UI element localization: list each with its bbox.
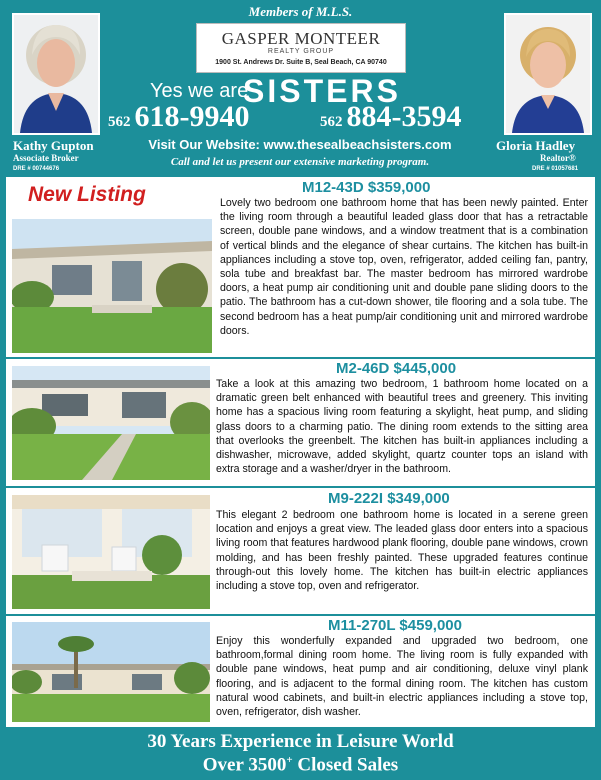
mls-membership: Members of M.L.S. — [248, 4, 353, 19]
patio-photo-3 — [12, 495, 210, 609]
listing-heading-4: M11-270L $459,000 — [328, 617, 462, 634]
phone-right-area: 562 — [320, 114, 343, 130]
listing-photo-2 — [12, 366, 210, 480]
header — [0, 0, 601, 178]
footer-sales — [0, 754, 601, 776]
listing-card-3 — [6, 488, 595, 614]
listing-description-2: Take a look at this amazing two bedroom, 1 bathroom home located on a dramatic green belt enhanced with beautiful trees and greenery. This inviting home has a spacious living room featuring a skylight, heat pump, and sliding glass doors to a charming patio. The dining room extends to the sitting area that overlooks the greenbelt. The kitchen has built-in appliances including a dishwasher, microwave, added skylight, quartz counter tops an island with extra storage and a washer/dryer in the bathroom. — [216, 378, 588, 476]
listing-card-4 — [6, 616, 595, 727]
new-listing-label: New Listing — [28, 183, 146, 206]
listing-description-3: This elegant 2 bedroom one bathroom home is located in a serene green location and enjoys a great view. The leaded glass door enters into a spacious living room that features hardwood plank flooring, double pane windows, crown molding, and has been freshly painted. These upgraded features continue through-out this lovely home. The kitchen has built-in electric appliances including a stove top, oven and refrigerator. — [216, 509, 588, 593]
agent-title-right: Realtor® — [540, 153, 576, 163]
listing-heading-3: M9-222I $349,000 — [328, 490, 450, 507]
footer-experience: 30 Years Experience in Leisure World — [147, 731, 454, 752]
agent-title-left: Associate Broker — [13, 153, 79, 163]
agent-dre-right: DRE # 01057681 — [532, 166, 579, 172]
listing-photo-4 — [12, 622, 210, 722]
listing-photo-1 — [12, 219, 212, 353]
listing-card-1 — [6, 177, 595, 357]
agent-name-right: Gloria Hadley — [496, 138, 576, 153]
listing-card-2 — [6, 359, 595, 486]
footer-sales-count: Over 3500 — [202, 754, 287, 776]
listing-heading-1: M12-43D $359,000 — [302, 179, 431, 196]
phone-right-number: 884-3594 — [346, 100, 462, 133]
tagline-sisters: SISTERS — [243, 73, 401, 109]
logo-subtitle: REALTY GROUP — [267, 48, 335, 55]
agent-dre-left: DRE # 00744676 — [13, 166, 60, 172]
company-logo — [196, 23, 406, 73]
tagline-prefix: Yes we are — [150, 80, 249, 102]
phone-left-number: 618-9940 — [134, 100, 250, 133]
listing-description-1: Lovely two bedroom one bathroom home that has been newly painted. Enter the living room through a beautiful leaded glass door that has a retractable screen, double pane windows, and a window treatment that is a combination of vertical blinds and the elegance of shear curtains. The kitchen has built-in appliances including a stove top, oven, refrigerator, added ceiling fan, pantry, sola tube and breakfast bar. The master bedroom has mirrored wardrobe doors, a heat pump air conditioning unit and double pane sliding doors to the patio. The bathroom has a cut-down shower, tile flooring and a sola tube. The second bedroom has a heat pump/air conditioning unit and mirrored wardrobe doors. — [220, 197, 588, 337]
call-us-text: Call and let us present our extensive marketing program. — [170, 156, 430, 168]
house-photo-1 — [12, 219, 212, 353]
listing-photo-3 — [12, 495, 210, 609]
logo-name: GASPER MONTEER — [221, 29, 381, 48]
website-link[interactable]: Visit Our Website: www.thesealbeachsisters.com — [148, 137, 452, 152]
portrait-kathy — [14, 15, 98, 133]
agent-name-left: Kathy Gupton — [13, 138, 94, 153]
portrait-gloria — [506, 15, 590, 133]
listing-description-4: Enjoy this wonderfully expanded and upgraded two bedroom, one bathroom,formal dining room home. The living room is fully expanded with double pane windows, heat pump and air conditioning, deluxe vinyl plank flooring, and is adjacent to the formal dining room. The kitchen has custom natural wood cabinets, and built-in electric appliances including a stove top, oven, refrigerator, dish washer. — [216, 635, 588, 719]
agent-photo-left — [12, 13, 100, 135]
logo-address: 1900 St. Andrews Dr. Suite B, Seal Beach, CA 90740 — [215, 59, 387, 66]
house-photo-2 — [12, 366, 210, 480]
phone-left — [108, 100, 250, 134]
house-photo-4 — [12, 622, 210, 722]
footer-sales-plus: + — [286, 754, 293, 766]
phone-right — [320, 100, 462, 134]
listing-heading-2: M2-46D $445,000 — [336, 360, 457, 377]
agent-photo-right — [504, 13, 592, 135]
footer-sales-label: Closed Sales — [292, 754, 399, 776]
phone-left-area: 562 — [108, 114, 131, 130]
